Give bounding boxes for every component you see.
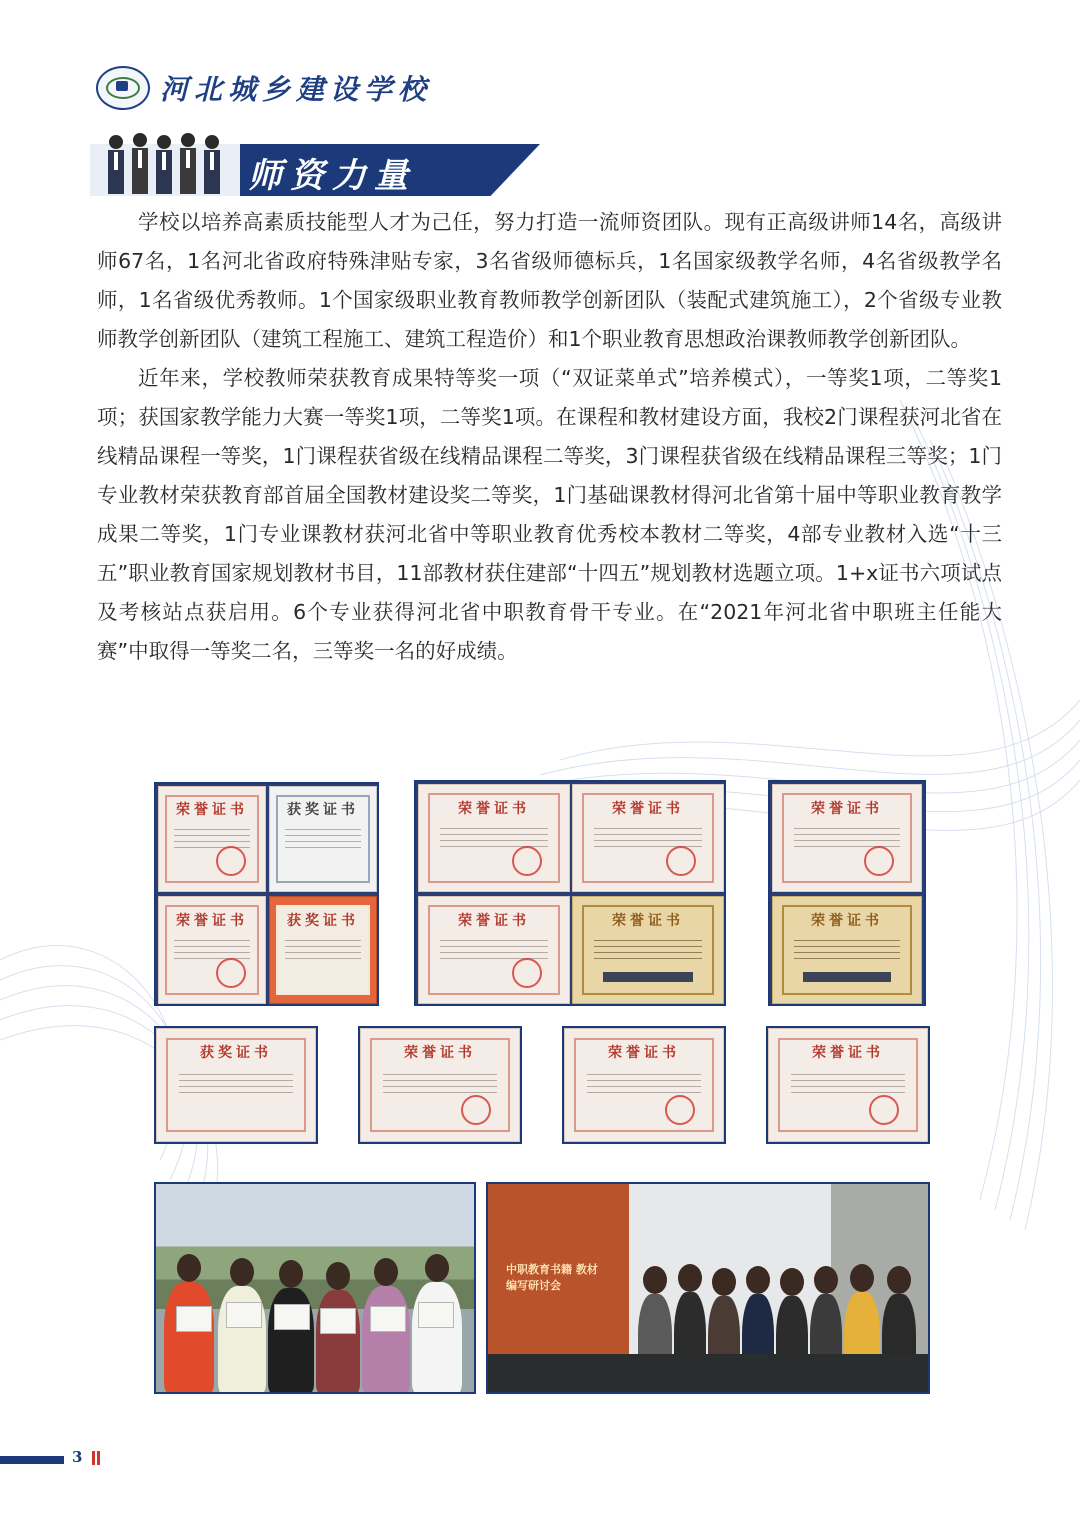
certificate: 荣誉证书	[418, 784, 570, 892]
certificate-photo-collage-3	[768, 780, 926, 1006]
certificate: 荣誉证书	[772, 784, 922, 892]
teachers-group-icon	[98, 130, 238, 196]
paragraph-achievements: 近年来，学校教师荣获教育成果特等奖一项（“双证菜单式”培养模式），一等奖1项，二等奖1项；获国家教学能力大赛一等奖1项，二等奖1项。在课程和教材建设方面，我校2门课程获河北省在线精品课程一等奖，1门课程获省级在线精品课程二等奖，3门课程获省级在线精品课程三等奖；1门专业教材荣获教育部首届全国教材建设奖二等奖，1门基础课教材得河北省第十届中等职业教育教学成果二等奖，1门专业课教材获河北省中等职业教育优秀校本教材二等奖，4部专业教材入选“十三五”职业教育国家规划教材书目，11部教材获住建部“十四五”规划教材选题立项。1+x证书六项试点及考核站点获启用。6个专业获得河北省中职教育骨干专业。在“2021年河北省中职班主任能大赛”中取得一等奖二名，三等奖一名的好成绩。	[97, 366, 1002, 663]
certificate: 荣誉证书	[772, 896, 922, 1004]
section-title: 师资力量	[248, 156, 416, 196]
certificate-photo-4	[154, 1026, 318, 1144]
certificate: 荣誉证书	[572, 896, 724, 1004]
school-emblem-icon	[96, 66, 150, 110]
presentation-screen-text: 中职教育书籍 教材编写研讨会	[506, 1263, 598, 1292]
footer-accent-mark	[92, 1451, 95, 1465]
certificate-photo-collage-2	[414, 780, 726, 1006]
footer-accent-mark	[97, 1451, 100, 1465]
certificate: 获奖证书	[156, 1028, 316, 1142]
certificate: 荣誉证书	[564, 1028, 724, 1142]
school-name: 河北城乡建设学校	[160, 73, 433, 106]
certificate-photo-5	[358, 1026, 522, 1144]
certificate: 获奖证书	[269, 786, 377, 892]
certificate: 荣誉证书	[158, 896, 266, 1004]
conference-table	[488, 1354, 928, 1392]
teachers-indoor-meeting-photo	[486, 1182, 930, 1394]
certificate-photo-collage-1	[154, 782, 379, 1006]
teachers-outdoor-group-photo	[154, 1182, 476, 1394]
section-banner	[90, 144, 540, 196]
page-number: 3	[72, 1448, 83, 1466]
certificate: 获奖证书	[269, 896, 377, 1004]
certificate-photo-6	[562, 1026, 726, 1144]
certificate: 荣誉证书	[418, 896, 570, 1004]
certificate: 荣誉证书	[768, 1028, 928, 1142]
certificate: 荣誉证书	[158, 786, 266, 892]
certificate: 荣誉证书	[572, 784, 724, 892]
paragraph-faculty: 学校以培养高素质技能型人才为己任，努力打造一流师资团队。现有正高级讲师14名，高级讲师67名，1名河北省政府特殊津贴专家，3名省级师德标兵，1名国家级教学名师，4名省级教学名师，1名省级优秀教师。1个国家级职业教育教师教学创新团队（装配式建筑施工），2个省级专业教师教学创新团队（建筑工程施工、建筑工程造价）和1个职业教育思想政治课教师教学创新团队。	[97, 210, 1002, 351]
school-logo	[96, 66, 432, 110]
certificate-photo-7	[766, 1026, 930, 1144]
body-text	[97, 203, 1002, 671]
certificate: 荣誉证书	[360, 1028, 520, 1142]
footer-bar	[0, 1456, 64, 1464]
